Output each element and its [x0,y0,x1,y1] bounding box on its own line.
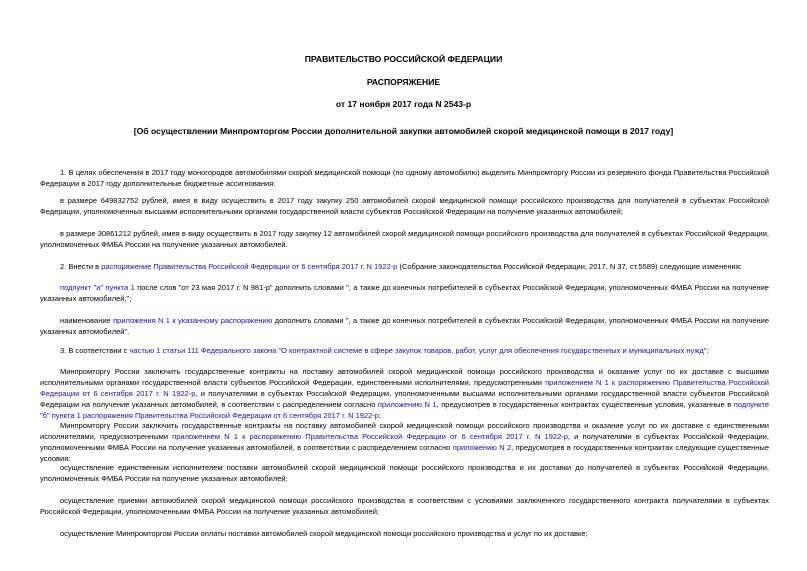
paragraph-2b-text: наименование [60,316,114,325]
paragraph-3b-text-2: , и получателями в субъектах Российской Федерации, уполномоченными ФМБА России на получение указанных автомобилей, в соответствии с распределением согласно [40,432,770,452]
paragraph-3a [40,366,769,421]
paragraph-3a-text-2: , и получателями в субъектах Российской Федерации, уполномоченными высшими исполнительными органами государственной власти субъектов Российской Федерации на получение указанных автомобилей, в соответствии с распределением согласно [40,389,769,409]
federal-law-link[interactable]: частью 1 статьи 111 Федерального закона "О контрактной системе в сфере закупок товаров, работ, услуг для обеспечения государственных и муниципальных нужд" [129,346,707,355]
paragraph-3a-text-1: Минпромторгу России заключить государственные контракты на поставку автомобилей скорой медицинской помощи российского производства и оказание услуг по их доставке с высшими исполнительными органами государственной власти субъектов Российской Федерации, единственными исполнителями, предусмотренными [40,367,769,387]
paragraph-3a-text-4: ; [378,411,382,420]
paragraph-3b-text-1: Минпромторгу России заключить государственные контракты на поставку автомобилей скорой медицинской помощи российского производства и оказание услуг по их доставке с единственными исполнителями, предусмотренными [40,421,769,441]
paragraph-1a: в размере 649832752 рублей, имея в виду осуществить в 2017 году закупку 250 автомобилей скорой медицинской помощи российского производства для получателей в субъектах Российской Федерации, уполномоченных высшими исполнительными органами государственной власти субъектов Российской Федерации на получение указанных автомобилей; [40,196,769,216]
paragraph-3c: осуществление единственным исполнителем поставки автомобилей скорой медицинской помощи российского производства и их доставки до получателей в субъектах Российской Федерации, уполномоченных ФМБА России на получение указанных автомобилей; [40,463,769,483]
paragraph-2b [40,315,769,337]
document-date: от 17 ноября 2017 года N 2543-р [335,99,472,109]
document-org: ПРАВИТЕЛЬСТВО РОССИЙСКОЙ ФЕДЕРАЦИИ [304,54,503,64]
appendix-n2-link[interactable]: приложению N 2 [452,443,512,452]
paragraph-1b: в размере 30861212 рублей, имея в виду осуществить в 2017 году закупку 12 автомобилей скорой медицинской помощи российского производства для получателей в субъектах Российской Федерации, уполномоченных ФМБА России на получение указанных автомобилей. [40,229,769,249]
paragraph-3e: осуществление Минпромторгом России оплаты поставки автомобилей скорой медицинской помощи российского производства и услуг по их доставке; [60,529,588,538]
paragraph-2 [40,261,769,272]
paragraph-2-text: 2. Внести в [60,262,102,271]
paragraph-3b-text-3: , предусмотрев в государственных контрактах следующие существенные условия: [40,443,769,463]
paragraph-3-text: 3. В соответствии с [60,346,130,355]
appendix-1-decree-link-2[interactable]: приложением N 1 к распоряжению Правительства Российской Федерации от 6 сентября 2017 г. N 1922-р [172,432,568,441]
paragraph-2a-text: после слов "от 23 мая 2017 г. N 981-р" дополнить словами ", а также до конечных потребителей в субъектах Российской Федерации, уполномоченных ФМБА России на получение указанных автомобилей,"; [40,283,769,303]
document-subject: [Об осуществлении Минпромторгом России дополнительной закупки автомобилей скорой медицинской помощи в 2017 году] [133,126,674,136]
appendix-1-link[interactable]: приложения N 1 к указанному распоряжению [113,316,273,325]
decree-1922-link[interactable]: распоряжение Правительства Российской Федерации от 6 сентября 2017 г. N 1922-р [101,262,398,271]
appendix-n1-link[interactable]: приложению N 1 [377,400,437,409]
paragraph-2b-text-end: дополнить словами ", а также до конечных потребителей в субъектах Российской Федерации, уполномоченных ФМБА России на получение указанных автомобилей". [40,316,770,336]
paragraph-3-text-end: : [706,346,709,355]
paragraph-1: 1. В целях обеспечения в 2017 году моногородов автомобилями скорой медицинской помощи (по одному автомобилю) выделить Минпромторгу России из резервного фонда Правительства Российской Федерации в 2017 году дополнительные бюджетные ассигнования: [40,168,769,188]
appendix-1-decree-link[interactable]: приложением N 1 к распоряжению Правительства Российской Федерации от 6 сентября 2017 г. N 1922-р [40,378,769,398]
subpoint-b-link[interactable]: подпункте "б" пункта 1 распоряжения Правительства Российской Федерации от 6 сентября 2017 г. N 1922-р [40,400,769,420]
paragraph-2-text-end: (Собрание законодательства Российской Федерации, 2017, N 37, ст.5589) следующие изменения: [397,262,742,271]
paragraph-3 [40,345,769,356]
paragraph-3a-text-3: , предусмотрев в государственных контрактах существенные условия, указанные в [436,400,734,409]
paragraph-3d: осуществление приемки автомобилей скорой медицинской помощи российского производства в соответствии с условиями заключенного государственного контракта получателями в субъектах Российской Федерации, уполномоченными ФМБА России на получение указанных автомобилей; [40,496,769,516]
paragraph-2a [40,282,769,304]
paragraph-3b [40,420,769,464]
subpoint-a-link[interactable]: подпункт "а" пункта 1 [60,283,135,292]
document-type: РАСПОРЯЖЕНИЕ [366,77,441,87]
